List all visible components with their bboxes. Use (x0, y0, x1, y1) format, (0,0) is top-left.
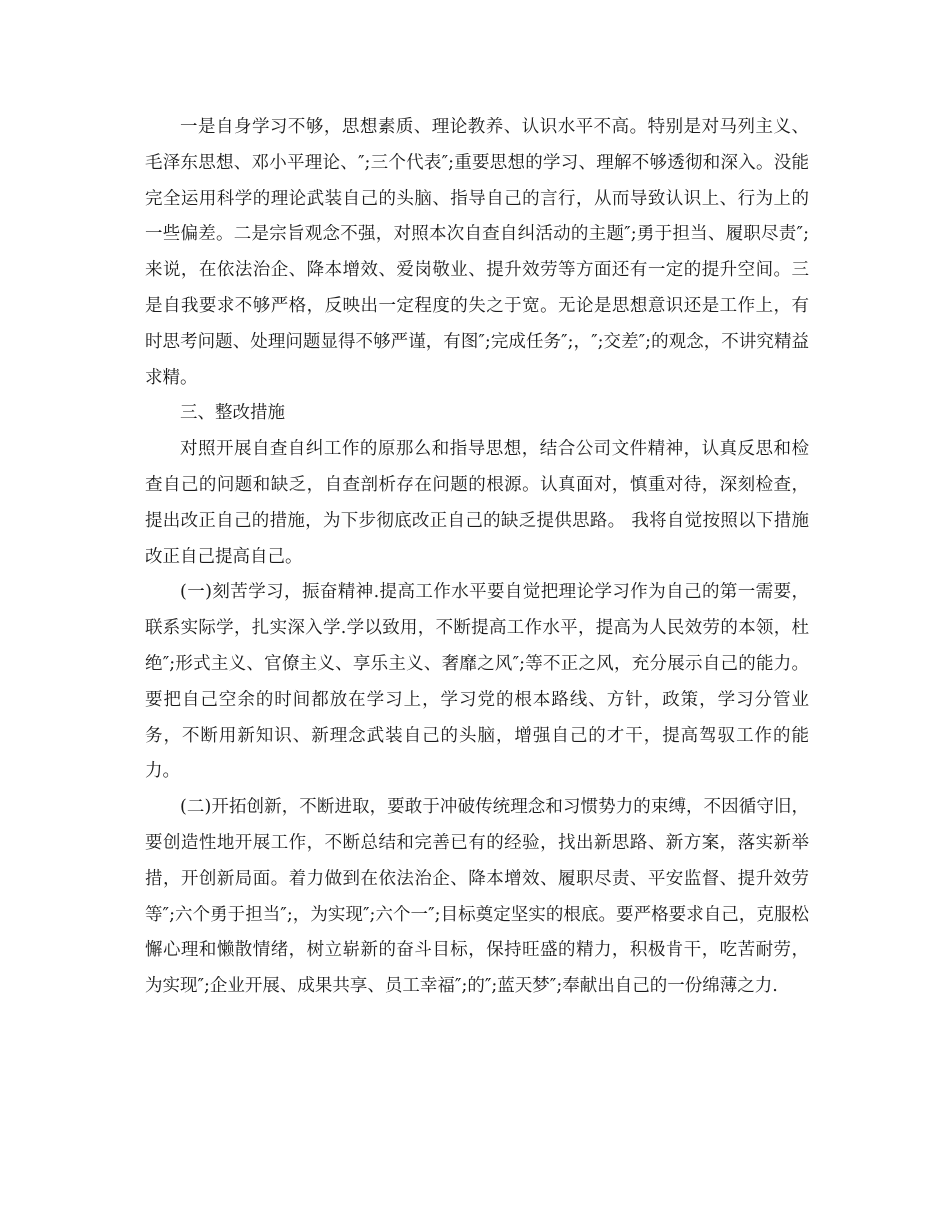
paragraph-self-inspection: 对照开展自查自纠工作的原那么和指导思想，结合公司文件精神，认真反思和检查自己的问题和缺乏，自查剖析存在问题的根源。认真面对，慎重对待，深刻检查，提出改正自己的措施，为下步彻底改正自己的缺乏提供思路。 我将自觉按照以下措施改正自己提高自己。 (145, 439, 809, 567)
paragraph-measure-two: (二)开拓创新，不断进取，要敢于冲破传统理念和习惯势力的束缚，不因循守旧，要创造性地开展工作，不断总结和完善已有的经验，找出新思路、新方案，落实新举措，开创新局面。着力做到在依法治企、降本增效、履职尽责、平安监督、提升效劳等″;六个勇于担当″;，为实现″;六个一″;目标奠定坚实的根底。要严格要求自己，克服松懈心理和懒散情绪，树立崭新的奋斗目标，保持旺盛的精力，积极肯干，吃苦耐劳，为实现″;企业开展、成果共享、员工幸福″;的″;蓝天梦″;奉献出自己的一份绵薄之力. (145, 797, 809, 997)
paragraph-measure-one: (一)刻苦学习，振奋精神.提高工作水平要自觉把理论学习作为自己的第一需要，联系实际学，扎实深入学.学以致用，不断提高工作水平，提高为人民效劳的本领，杜绝″;形式主义、官僚主义、享乐主义、奢靡之风″;等不正之风，充分展示自己的能力。要把自己空余的时间都放在学习上，学习党的根本路线、方针，政策，学习分管业务，不断用新知识、新理念武装自己的头脑，增强自己的才干，提高驾驭工作的能力。 (145, 582, 809, 782)
document-body (145, 110, 809, 1005)
section-heading-rectification: 三、整改措施 (180, 403, 285, 424)
paragraph-self-study: 一是自身学习不够，思想素质、理论教养、认识水平不高。特别是对马列主义、毛泽东思想、邓小平理论、″;三个代表″;重要思想的学习、理解不够透彻和深入。没能完全运用科学的理论武装自己的头脑、指导自己的言行，从而导致认识上、行为上的一些偏差。二是宗旨观念不强，对照本次自查自纠活动的主题″;勇于担当、履职尽责″;来说，在依法治企、降本增效、爱岗敬业、提升效劳等方面还有一定的提升空间。三是自我要求不够严格，反映出一定程度的失之于宽。无论是思想意识还是工作上，有时思考问题、处理问题显得不够严谨，有图″;完成任务″;，″;交差″;的观念，不讲究精益求精。 (145, 117, 809, 388)
